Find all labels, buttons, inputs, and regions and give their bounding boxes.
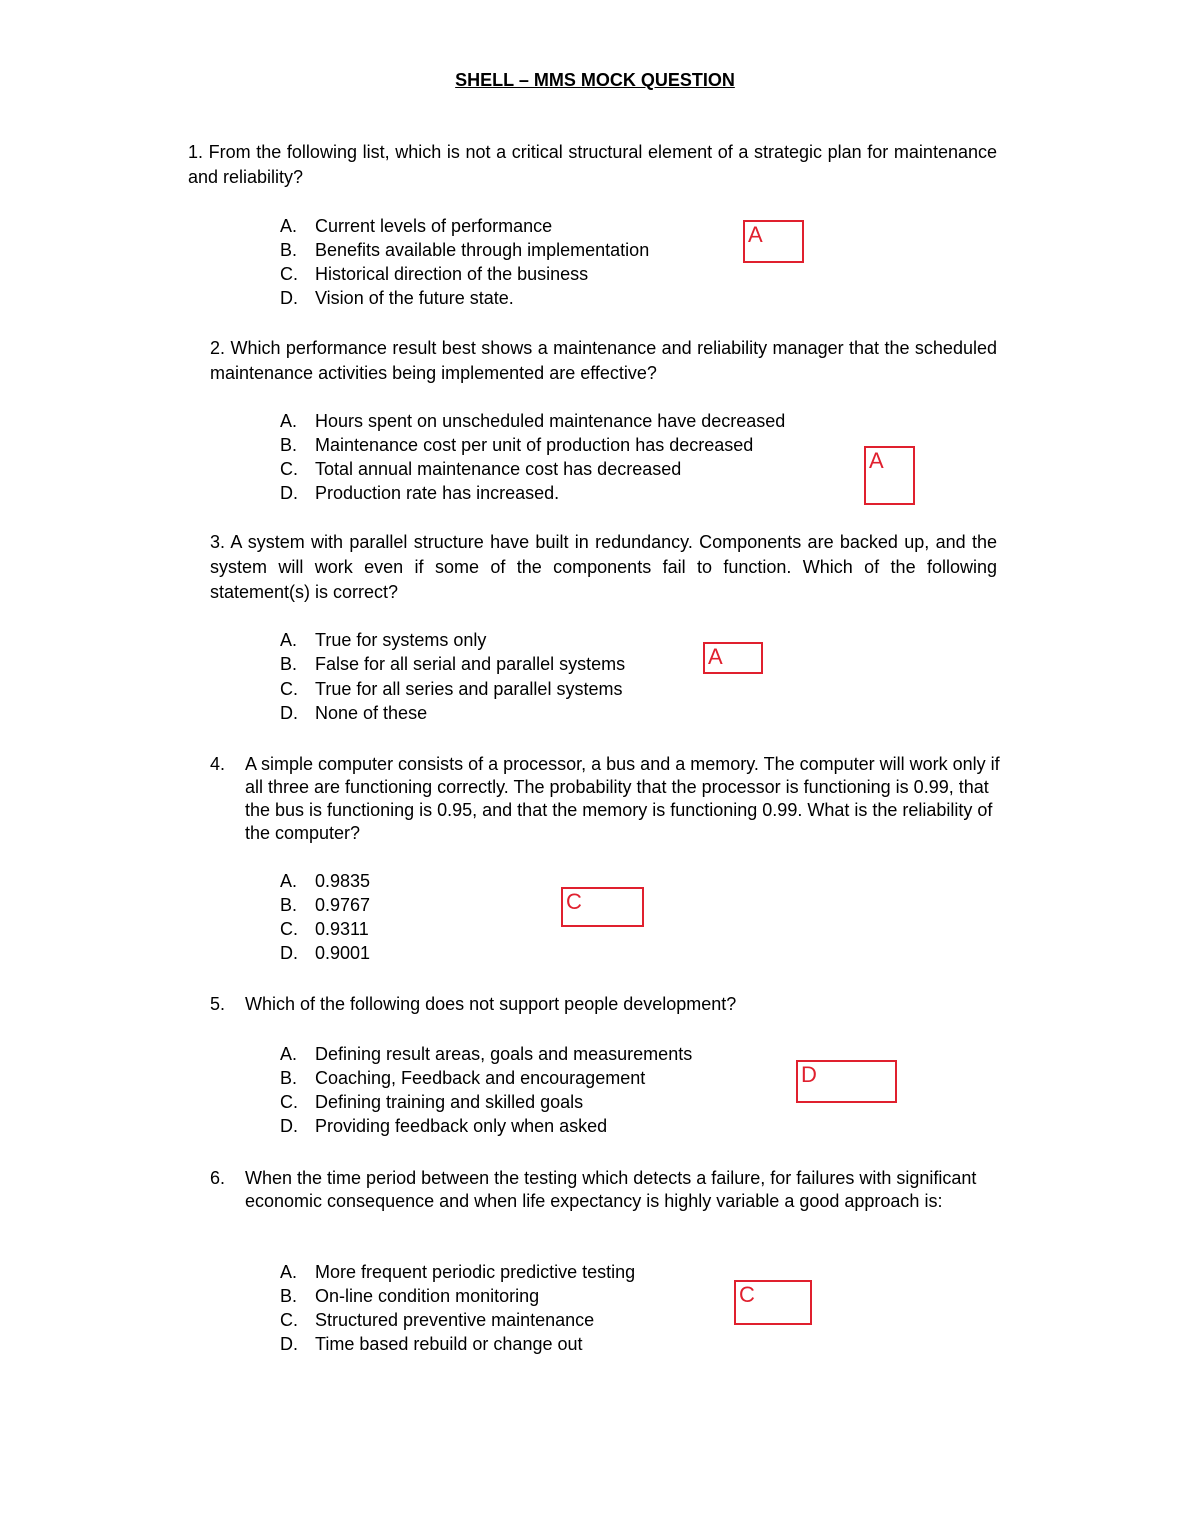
option-1b [280, 238, 649, 262]
option-letter: A. [280, 216, 298, 236]
question-1 [188, 140, 997, 190]
option-letter: B. [280, 654, 298, 674]
option-text: True for systems only [315, 630, 487, 650]
option-text: More frequent periodic predictive testing [315, 1262, 636, 1282]
option-letter: D. [280, 1116, 298, 1136]
option-1c [280, 262, 588, 286]
option-letter: D. [280, 703, 298, 723]
option-1d [280, 286, 514, 310]
option-4c [280, 917, 369, 941]
option-4b [280, 893, 370, 917]
option-letter: A. [280, 411, 298, 431]
option-6a [280, 1260, 635, 1284]
option-text: Total annual maintenance cost has decreased [315, 459, 682, 479]
option-letter: D. [280, 483, 298, 503]
option-letter: A. [280, 1262, 298, 1282]
option-2b [280, 433, 753, 457]
option-letter: A. [280, 630, 298, 650]
question-number: 2. [210, 338, 226, 358]
question-4: A simple computer consists of a processor, a bus and a memory. The computer will work only if all three are functioning correctly. The probability that the processor is functioning is 0.99, that the bus is functioning is 0.95, and that the memory is functioning 0.99. What is the reliability of the computer? [245, 754, 1000, 843]
question-number: 4. [210, 754, 226, 774]
question-number: 5. [210, 994, 226, 1014]
option-text: Providing feedback only when asked [315, 1116, 608, 1136]
option-letter: C. [280, 459, 298, 479]
question-text: A system with parallel structure have built in redundancy. Components are backed up, and the system will work even if some of the components fail to function. Which of the following statement(s) is correct? [210, 532, 997, 602]
option-3a [280, 628, 486, 652]
option-text: True for all series and parallel systems [315, 679, 623, 699]
option-text: 0.9311 [315, 919, 369, 939]
question-5: Which of the following does not support people development? [245, 994, 737, 1014]
option-5a [280, 1042, 692, 1066]
option-4a [280, 869, 370, 893]
option-letter: B. [280, 1286, 298, 1306]
option-text: Maintenance cost per unit of production has decreased [315, 435, 754, 455]
option-1a [280, 214, 552, 238]
question-number: 1. [188, 142, 204, 162]
option-letter: A. [280, 871, 298, 891]
option-letter: A. [280, 1044, 298, 1064]
option-letter: B. [280, 895, 298, 915]
option-5d [280, 1114, 607, 1138]
question-3 [210, 530, 997, 605]
option-letter: D. [280, 288, 298, 308]
option-letter: C. [280, 1310, 298, 1330]
answer-box-6: C [734, 1280, 812, 1325]
question-text: From the following list, which is not a critical structural element of a strategic plan for maintenance and reliability? [188, 142, 997, 187]
option-letter: C. [280, 1092, 298, 1112]
option-letter: B. [280, 1068, 298, 1088]
option-3d [280, 701, 427, 725]
question-text: Which performance result best shows a maintenance and reliability manager that the scheduled maintenance activities being implemented are effective? [210, 338, 997, 383]
option-text: Time based rebuild or change out [315, 1334, 583, 1354]
option-text: Hours spent on unscheduled maintenance have decreased [315, 411, 786, 431]
option-text: Benefits available through implementation [315, 240, 650, 260]
option-text: Defining result areas, goals and measurements [315, 1044, 693, 1064]
option-letter: C. [280, 679, 298, 699]
option-letter: C. [280, 919, 298, 939]
option-5b [280, 1066, 645, 1090]
option-text: Defining training and skilled goals [315, 1092, 584, 1112]
option-text: On-line condition monitoring [315, 1286, 540, 1306]
option-text: Coaching, Feedback and encouragement [315, 1068, 646, 1088]
option-3b [280, 652, 625, 676]
answer-box-2: A [864, 446, 915, 505]
option-text: Structured preventive maintenance [315, 1310, 595, 1330]
option-5c [280, 1090, 583, 1114]
option-text: False for all serial and parallel systems [315, 654, 626, 674]
option-text: 0.9001 [315, 943, 371, 963]
question-number: 3. [210, 532, 226, 552]
option-6b [280, 1284, 539, 1308]
option-letter: C. [280, 264, 298, 284]
question-6: When the time period between the testing which detects a failure, for failures with significant economic consequence and when life expectancy is highly variable a good approach is: [245, 1168, 977, 1211]
question-2 [210, 336, 997, 386]
option-2c [280, 457, 681, 481]
option-text: Historical direction of the business [315, 264, 589, 284]
option-6d [280, 1332, 583, 1356]
option-letter: D. [280, 1334, 298, 1354]
answer-box-4: C [561, 887, 644, 927]
answer-box-1: A [743, 220, 804, 263]
option-2d [280, 481, 559, 505]
answer-box-5: D [796, 1060, 897, 1103]
option-3c [280, 677, 622, 701]
page-title: SHELL – MMS MOCK QUESTION [455, 70, 735, 90]
option-text: 0.9835 [315, 871, 371, 891]
option-letter: B. [280, 240, 298, 260]
option-2a [280, 409, 785, 433]
option-letter: D. [280, 943, 298, 963]
option-text: Production rate has increased. [315, 483, 560, 503]
option-text: None of these [315, 703, 428, 723]
question-number: 6. [210, 1168, 226, 1188]
answer-box-3: A [703, 642, 763, 674]
option-text: 0.9767 [315, 895, 371, 915]
option-6c [280, 1308, 594, 1332]
option-4d [280, 941, 370, 965]
option-text: Vision of the future state. [315, 288, 514, 308]
option-letter: B. [280, 435, 298, 455]
option-text: Current levels of performance [315, 216, 553, 236]
